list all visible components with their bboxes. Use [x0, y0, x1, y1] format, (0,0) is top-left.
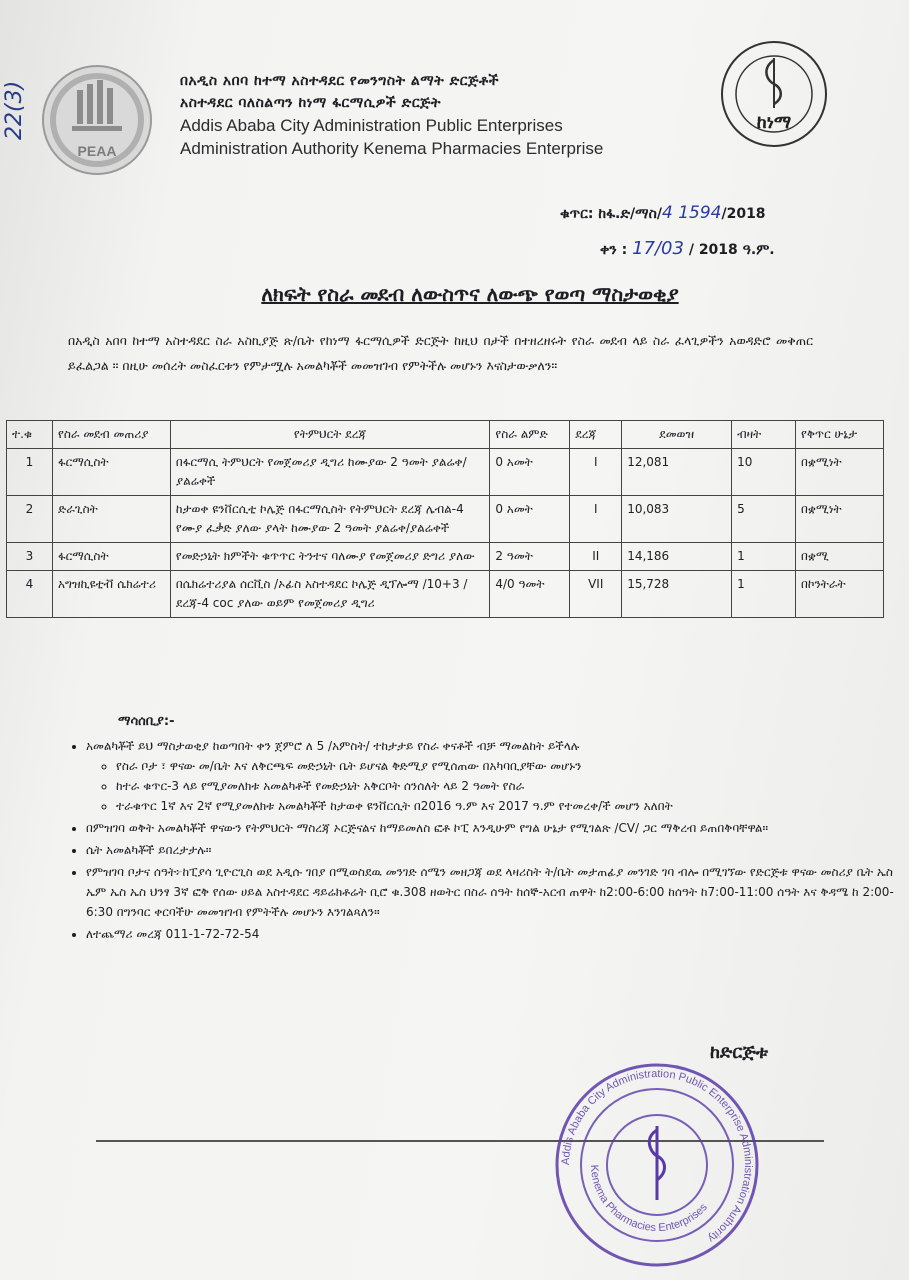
kenema-logo-icon — [718, 38, 830, 150]
letterhead-english-line-2: Administration Authority Kenema Pharmacies Enterprise — [180, 139, 604, 158]
table-row — [7, 449, 884, 496]
cell-experience: 4/0 ዓመት — [490, 571, 570, 618]
date-label: ቀን : — [600, 242, 628, 258]
cell-grade: I — [570, 449, 622, 496]
list-item: • በምዝገባ ወቅት አመልካቾች ዋናውን የትምህርት ማስረጃ ኦርጅናልና ከማይመለስ ፎቶ ኮፒ እንዲሁም የግል ሁኔታ የሚገልጽ /CV/ ጋር ማቅረብ ይጠበቅባቸዋል። — [86, 818, 909, 838]
letterhead-amharic-line-1: በአዲስ አበባ ከተማ አስተዳደር የመንግስት ልማት ድርጅቶች — [180, 73, 500, 89]
cell-employment-type: በኮንትራት — [796, 571, 884, 618]
announcement-title: ለክፍት የስራ መደብ ለውስጥና ለውጭ የወጣ ማስታወቂያ — [261, 282, 679, 306]
peaa-logo-icon — [40, 60, 155, 180]
cell-experience: 0 አመት — [490, 496, 570, 543]
cell-employment-type: በቋሚነት — [796, 496, 884, 543]
reference-label: ቁጥር: — [560, 206, 594, 222]
cell-no: 2 — [7, 496, 53, 543]
cell-position-title: ፋርማሲስት — [52, 449, 170, 496]
header-salary: ደመወዝ — [622, 421, 732, 449]
table-row — [7, 571, 884, 618]
date-year: / 2018 ዓ.ም. — [688, 242, 775, 258]
vacancy-table — [6, 420, 884, 618]
note-application-period: አመልካቾች ይህ ማስታወቂያ ከወጣበት ቀን ጀምሮ ለ 5 /አምስት/ ተከታታይ የስራ ቀናቶች ብቻ ማመልከት ይችላሉ — [86, 739, 580, 753]
cell-position-title: አግዝኪዩቲቭ ሴክሬተሪ — [52, 571, 170, 618]
list-item — [86, 736, 909, 816]
header-position-title: የስራ መደብ መጠሪያ — [52, 421, 170, 449]
official-stamp-icon — [552, 1060, 762, 1270]
list-item: • ሴት አመልካቾች ይበረታታሉ። — [86, 840, 909, 860]
cell-no: 4 — [7, 571, 53, 618]
notes-list — [58, 736, 909, 946]
list-item: • ለተጨማሪ መረጃ 011-1-72-72-54 — [86, 924, 909, 944]
sub-notes-list — [86, 756, 909, 816]
table-row — [7, 496, 884, 543]
cell-quantity: 10 — [732, 449, 796, 496]
header-grade: ደረጃ — [570, 421, 622, 449]
cell-salary: 15,728 — [622, 571, 732, 618]
reference-year: /2018 — [721, 206, 766, 222]
intro-paragraph: በአዲስ አበባ ከተማ አስተዳደር ስራ አስኪያጅ ጽ/ቤት የከነማ ፋርማሲዎች ድርጅት ከዚህ በታች በተዘረዘሩት የስራ መደብ ላይ ስራ ፈላጊዎችን አወዳድሮ መቅጠር ይፈልጋል ። በዚሁ መሰረት መስፈርቱን የምታሟሉ አመልካቾች መመዝገብ የምትችሉ መሆኑን እናስታውቃለን። — [68, 333, 813, 373]
cell-employment-type: በቋሚነት — [796, 449, 884, 496]
header-experience: የስራ ልምድ — [490, 421, 570, 449]
header-education-level: የትምህርት ደረጃ — [170, 421, 489, 449]
header-employment-type: የቅጥር ሁኔታ — [796, 421, 884, 449]
list-item: • የምዝገባ ቦታና ሰዓት፦ከፒያሳ ጊዮርጊስ ወደ አዲሱ ገበያ በሚወስደዉ መንገድ ሰሜን መዘጋጃ ወደ ላዛሪስት ት/ቤት መታጠፊያ መንገድ ገባ ብሎ በሚገኘው የድርጅቱ ዋናው መስሪያ ቤት ኤስ ኤም ኤስ ኤስ ህንፃ 3ኛ ፎቅ የሰው ሀይል አስተዳደር ዳይሬክቶሬት ቢሮ ቁ.308 ዘወትር በስራ ሰዓት ከሰኞ-አርብ ጠዋት ከ2:00-6:00 ከሰዓት ከ7:00-11:00 ሰዓት እና ቅዳሜ ከ 2:00-6:30 በግንባር ቀርባችሁ መመዝገብ የምትችሉ መሆኑን እንገልጻለን። — [86, 862, 909, 922]
issuer-signature: ከድርጅቱ — [710, 1042, 768, 1063]
cell-position-title: ፋርማሲስት — [52, 543, 170, 571]
svg-text:PEAA: PEAA — [77, 143, 117, 159]
cell-employment-type: በቋሚ — [796, 543, 884, 571]
list-item: ◦ ከተራ ቁጥር-3 ላይ የሚያመለክቱ አመልካቶች የመድኃኒት አቅርቦት ሰንሰለት ላይ 2 ዓመት የስራ — [116, 776, 909, 796]
list-item: ◦ የስራ ቦታ ፣ ዋናው መ/ቤት እና ለቅርጫፍ መድኃኒት ቤት ይሆናል ቅድሚያ የሚሰጠው በአካባቢያቸው መሆኑን — [116, 756, 909, 776]
date-handwritten-value: 17/03 — [632, 238, 684, 259]
list-item: ◦ ተራቁጥር 1ኛ እና 2ኛ የሚያመለክቱ አመልካቾች ከታወቀ ዩንቨርሲት በ2016 ዓ.ም እና 2017 ዓ.ም የተመረቀ/ች መሆን አለበት — [116, 796, 909, 816]
reference-number — [560, 203, 766, 223]
cell-no: 3 — [7, 543, 53, 571]
letterhead-amharic-line-2: አስተዳደር ባለስልጣን ከነማ ፋርማሲዎች ድርጅት — [180, 95, 441, 111]
svg-text:Addis Ababa City Administratio: Addis Ababa City Administration Public Enterprise Administration Authority — [559, 1067, 755, 1245]
svg-text:Kenema Pharmacies Enterprises: Kenema Pharmacies Enterprises — [587, 1164, 710, 1235]
reference-handwritten-number: 4 1594 — [661, 203, 722, 223]
notes-title: ማሳሰቢያ:- — [118, 714, 175, 729]
letterhead-english-line-1: Addis Ababa City Administration Public Enterprises — [180, 116, 563, 135]
cell-quantity: 1 — [732, 543, 796, 571]
cell-salary: 12,081 — [622, 449, 732, 496]
cell-education-level: ከታወቀ ዩንቨርሲቲ ኮሌጅ በፋርማሲስት የትምህርት ደረጃ ሌብል-4 የሙያ ፈቃድ ያለው ያላት ከሙያው 2 ዓመት ያልሬቀ/ያልሬቀች — [170, 496, 489, 543]
cell-salary: 14,186 — [622, 543, 732, 571]
cell-experience: 0 አመት — [490, 449, 570, 496]
table-row — [7, 543, 884, 571]
svg-text:ከነማ: ከነማ — [756, 112, 792, 133]
cell-grade: II — [570, 543, 622, 571]
letter-date — [600, 238, 775, 259]
cell-quantity: 5 — [732, 496, 796, 543]
letterhead — [180, 70, 700, 160]
cell-education-level: በሴክሬተሪያል ሰርቪስ /ኦፊስ አስተዳደር ኮሌጅ ዲፕሎማ /10+3 / ደረጃ-4 coc ያለው ወይም የመጀመሪያ ዲግሪ — [170, 571, 489, 618]
cell-salary: 10,083 — [622, 496, 732, 543]
handwritten-margin-note: 22(3) — [2, 80, 27, 140]
header-quantity: ብዛት — [732, 421, 796, 449]
cell-no: 1 — [7, 449, 53, 496]
cell-grade: VII — [570, 571, 622, 618]
cell-quantity: 1 — [732, 571, 796, 618]
reference-prefix: ከፋ.ድ/ማስ/ — [598, 206, 662, 222]
table-header-row — [7, 421, 884, 449]
cell-education-level: በፋርማሲ ትምህርት የመጀመሪያ ዲግሪ ከሙያው 2 ዓመት ያልሬቀ/ያልሬቀች — [170, 449, 489, 496]
cell-education-level: የመድኃኒት ክምችት ቁጥጥር ትንተና ባለሙያ የመጀመሪያ ድግሪ ያለው — [170, 543, 489, 571]
cell-position-title: ድራጊስት — [52, 496, 170, 543]
cell-experience: 2 ዓመት — [490, 543, 570, 571]
cell-grade: I — [570, 496, 622, 543]
header-no: ተ.ቁ — [7, 421, 53, 449]
